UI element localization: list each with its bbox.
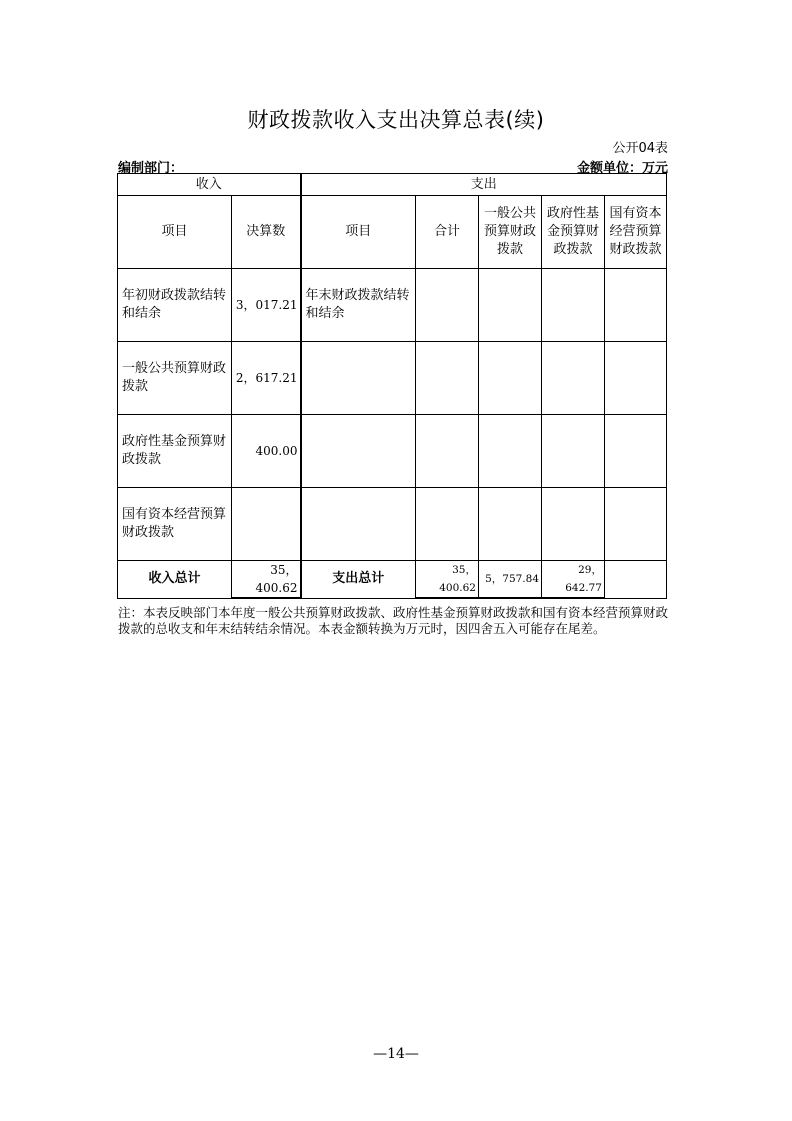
- header-gov-fund: 政府性基金预算财政拨款: [542, 196, 605, 269]
- total-value: [416, 415, 479, 488]
- income-value: [232, 488, 301, 561]
- income-value: 2，617.21: [232, 342, 301, 415]
- general-value: [479, 488, 542, 561]
- total-value: [416, 488, 479, 561]
- state-capital-value: [605, 342, 667, 415]
- gov-fund-value: [542, 342, 605, 415]
- gov-fund-value: [542, 488, 605, 561]
- state-capital-value: [605, 269, 667, 342]
- table-row: [118, 269, 667, 342]
- general-value: [479, 269, 542, 342]
- income-item: 一般公共预算财政拨款: [118, 342, 232, 415]
- general-value: [479, 342, 542, 415]
- page-title: 财政拨款收入支出决算总表(续): [247, 108, 545, 132]
- income-value: 400.00: [232, 415, 301, 488]
- expense-item: [301, 415, 416, 488]
- table-row: [118, 415, 667, 488]
- totals-row: [118, 561, 667, 599]
- total-value: [416, 269, 479, 342]
- header-income-item: 项目: [118, 196, 232, 269]
- header-expense-item: 项目: [301, 196, 416, 269]
- expense-total-value: 35，400.62: [416, 561, 479, 599]
- budget-table: [117, 173, 667, 599]
- income-total-value: 35，400.62: [232, 561, 301, 599]
- header-total: 合计: [416, 196, 479, 269]
- general-value: [479, 415, 542, 488]
- expense-item: 年末财政拨款结转和结余: [301, 269, 416, 342]
- expense-item: [301, 342, 416, 415]
- header-state-capital: 国有资本经营预算财政拨款: [605, 196, 667, 269]
- general-total-value: 5，757.84: [479, 561, 542, 599]
- gov-fund-value: [542, 269, 605, 342]
- footnote: 注：本表反映部门本年度一般公共预算财政拨款、政府性基金预算财政拨款和国有资本经营预算财政拨款的总收支和年末结转结余情况。本表金额转换为万元时，因四舍五入可能存在尾差。: [118, 605, 669, 636]
- expense-total-label: 支出总计: [301, 561, 416, 599]
- unit-label: 金额单位：万元: [576, 161, 668, 176]
- page-number: —14—: [373, 1046, 419, 1062]
- header-general: 一般公共预算财政拨款: [479, 196, 542, 269]
- header-income: 收入: [118, 174, 301, 196]
- income-item: 政府性基金预算财政拨款: [118, 415, 232, 488]
- gov-fund-value: [542, 415, 605, 488]
- total-value: [416, 342, 479, 415]
- form-code: 公开04表: [612, 141, 668, 156]
- state-capital-value: [605, 415, 667, 488]
- income-total-label: 收入总计: [118, 561, 232, 599]
- income-item: 国有资本经营预算财政拨款: [118, 488, 232, 561]
- header-income-amount: 决算数: [232, 196, 301, 269]
- table-row: [118, 488, 667, 561]
- header-expense: 支出: [301, 174, 667, 196]
- expense-item: [301, 488, 416, 561]
- gov-fund-total-value: 29，642.77: [542, 561, 605, 599]
- income-item: 年初财政拨款结转和结余: [118, 269, 232, 342]
- state-capital-total-value: [605, 561, 667, 599]
- table-row: [118, 342, 667, 415]
- income-value: 3，017.21: [232, 269, 301, 342]
- state-capital-value: [605, 488, 667, 561]
- dept-label: 编制部门：: [118, 161, 184, 176]
